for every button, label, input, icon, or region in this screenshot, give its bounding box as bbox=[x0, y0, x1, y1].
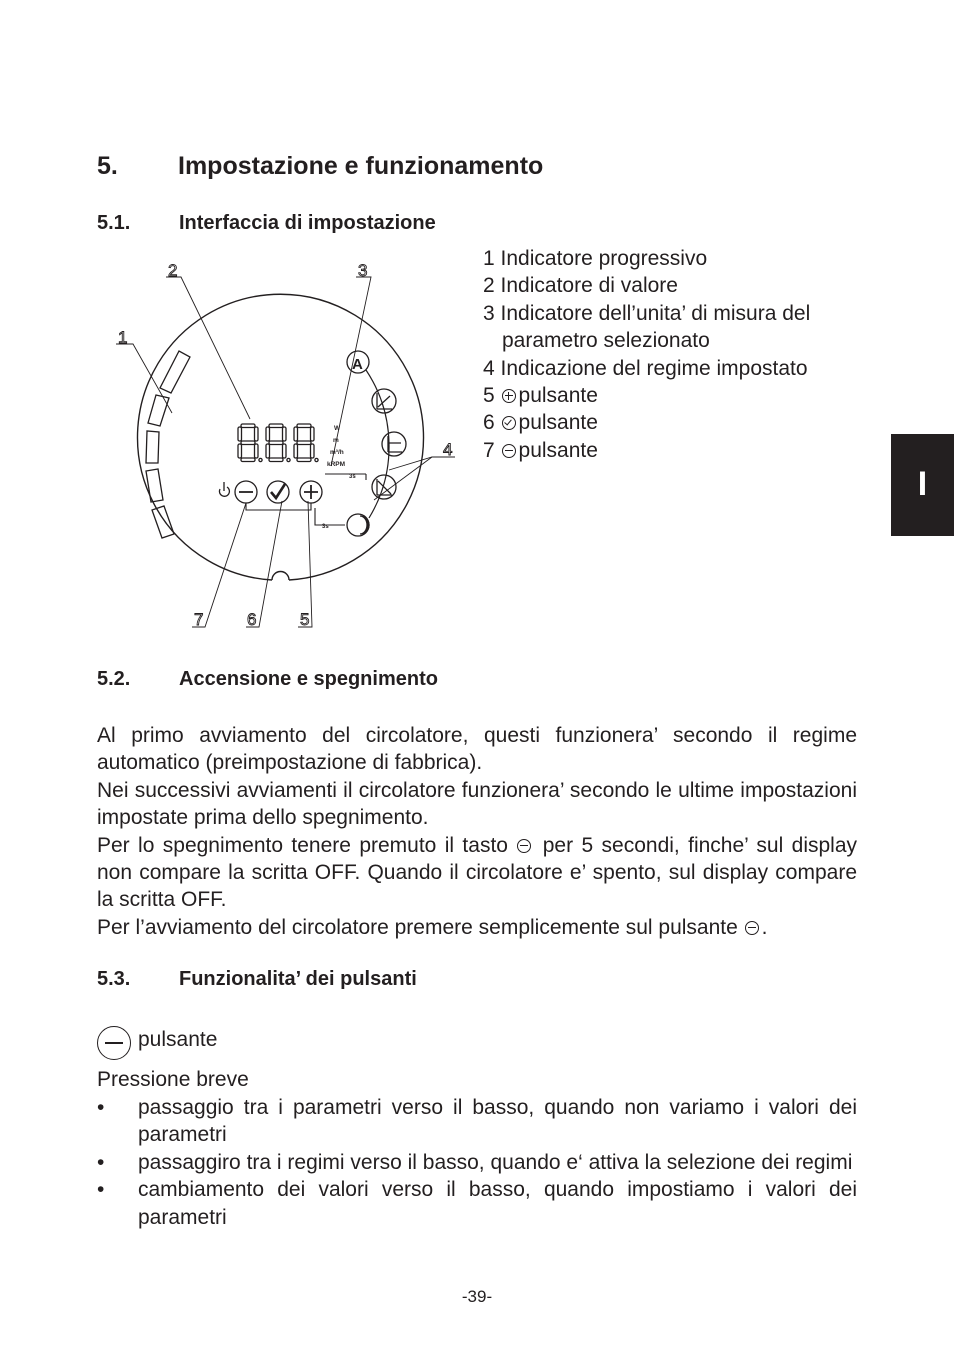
section-title: Impostazione e funzionamento bbox=[178, 152, 544, 180]
minus-circle-icon bbox=[97, 1026, 131, 1060]
section-number: 5. bbox=[97, 152, 118, 180]
display-segment bbox=[269, 458, 283, 462]
display-segment bbox=[238, 444, 242, 458]
subsection-number: 5.2. bbox=[97, 668, 131, 690]
short-press-list bbox=[97, 1094, 857, 1231]
display-segment bbox=[294, 427, 298, 441]
short-press-label: Pressione breve bbox=[97, 1068, 249, 1091]
progress-segment bbox=[160, 351, 190, 393]
unit-m: m bbox=[333, 437, 339, 444]
progress-segment bbox=[152, 506, 174, 538]
list-item: • passaggio tra i parametri verso il basso, quando non variamo i valori dei parametri bbox=[97, 1096, 857, 1147]
legend-item-2: 2 Indicatore di valore bbox=[483, 274, 678, 298]
display-segment bbox=[255, 444, 259, 458]
panel-outline bbox=[137, 294, 423, 580]
progress-segment bbox=[148, 395, 169, 426]
page-number: -39- bbox=[461, 1287, 493, 1306]
subsection-title: Funzionalita’ dei pulsanti bbox=[179, 968, 417, 990]
display-segment bbox=[283, 444, 287, 458]
subsection-number: 5.1. bbox=[97, 212, 131, 234]
section-heading bbox=[97, 152, 543, 181]
list-item: • cambiamento dei valori verso il basso, quando impostiamo i valori dei parametri bbox=[97, 1178, 857, 1229]
subsection-title: Accensione e spegnimento bbox=[179, 668, 438, 690]
paragraph: Nei successivi avviamenti il circolatore funzionera’ secondo le ultime impostazioni impostate prima dello spegnimento. bbox=[97, 778, 857, 830]
regime-arc bbox=[366, 370, 389, 518]
list-item: • passaggiro tra i regimi verso il basso, quando e‘ attiva la selezione dei regimi bbox=[97, 1149, 857, 1176]
legend-item-1: 1 Indicatore progressivo bbox=[483, 247, 708, 270]
display-segment bbox=[266, 444, 270, 458]
bullet: • bbox=[97, 1150, 105, 1174]
night-mode-icon bbox=[347, 514, 369, 536]
progress-segment bbox=[146, 431, 159, 463]
display-dot bbox=[259, 458, 262, 461]
display-segment bbox=[241, 458, 255, 462]
check-circle-icon bbox=[502, 416, 516, 430]
callout-4: 4 bbox=[443, 440, 453, 459]
legend-item-3-cont: parametro selezionato bbox=[502, 329, 710, 353]
callout-5: 5 bbox=[300, 610, 310, 629]
control-panel-diagram bbox=[100, 250, 480, 635]
legend-item-4: 4 Indicazione del regime impostato bbox=[483, 356, 808, 380]
display-dot bbox=[315, 458, 318, 461]
constant-pressure-icon bbox=[382, 432, 406, 456]
minus-button[interactable] bbox=[235, 481, 257, 503]
bullet: • bbox=[97, 1178, 105, 1202]
display-segment bbox=[241, 441, 255, 445]
display-segment bbox=[269, 424, 283, 428]
callout-2: 2 bbox=[168, 261, 178, 280]
legend-item-5: 5 pulsante bbox=[483, 384, 598, 408]
check-button[interactable] bbox=[267, 481, 289, 503]
display-segment bbox=[297, 441, 311, 445]
display-segment bbox=[294, 444, 298, 458]
callout-3: 3 bbox=[358, 261, 368, 280]
language-tab-label: I bbox=[917, 465, 928, 503]
minus-circle-icon bbox=[502, 444, 516, 458]
plus-circle-icon bbox=[502, 389, 516, 403]
timer-label: 3s bbox=[349, 474, 356, 480]
paragraph: Per l’avviamento del circolatore premere semplicemente sul pulsante . bbox=[97, 915, 768, 939]
power-instructions bbox=[97, 722, 857, 941]
display-segment bbox=[283, 427, 287, 441]
bullet: • bbox=[97, 1096, 105, 1119]
panel-notch bbox=[272, 572, 289, 580]
display-segment bbox=[311, 427, 315, 441]
auto-mode-icon bbox=[347, 351, 369, 373]
display-segment bbox=[266, 427, 270, 441]
display-segment bbox=[311, 444, 315, 458]
progress-segment bbox=[146, 469, 163, 502]
display-segment bbox=[269, 441, 283, 445]
unit-w: W bbox=[334, 425, 341, 432]
unit-krpm: kRPM bbox=[327, 461, 346, 468]
display-segment bbox=[255, 427, 259, 441]
timer-label: 3s bbox=[322, 524, 329, 530]
display-segment bbox=[238, 427, 242, 441]
minus-circle-icon bbox=[517, 839, 531, 853]
subsection-heading-power bbox=[97, 668, 438, 691]
minus-circle-icon bbox=[745, 921, 759, 935]
subsection-heading-interface bbox=[97, 212, 436, 235]
display-segment bbox=[297, 458, 311, 462]
paragraph: Al primo avviamento del circolatore, questi funzionera’ secondo il regime automatico (preimpostazione di fabbrica). bbox=[97, 724, 857, 775]
language-tab bbox=[891, 434, 954, 536]
subsection-heading-buttons bbox=[97, 968, 417, 991]
legend-item-3: 3 Indicatore dell’unita’ di misura del bbox=[483, 301, 811, 325]
display-segment bbox=[297, 424, 311, 428]
subsection-number: 5.3. bbox=[97, 968, 131, 990]
button-label: pulsante bbox=[138, 1028, 218, 1051]
seven-segment-display bbox=[238, 424, 318, 462]
power-icon bbox=[219, 482, 229, 496]
paragraph: Per lo spegnimento tenere premuto il tasto per 5 secondi, finche’ sul display non compare la scritta OFF. Quando il circolatore e’ spento, sul display compare la scritta OFF. bbox=[97, 833, 858, 912]
callout-7: 7 bbox=[194, 610, 204, 629]
legend-item-6: 6 pulsante bbox=[483, 411, 598, 435]
subsection-title: Interfaccia di impostazione bbox=[179, 212, 436, 234]
callout-1: 1 bbox=[118, 328, 128, 347]
unit-m3h: m³/h bbox=[330, 449, 344, 456]
constant-curve-icon bbox=[372, 475, 396, 499]
legend-item-7: 7 pulsante bbox=[483, 438, 598, 462]
callout-6: 6 bbox=[247, 610, 257, 629]
display-dot bbox=[287, 458, 290, 461]
diagram-legend bbox=[483, 245, 883, 464]
auto-mode-label: A bbox=[352, 356, 363, 373]
plus-button[interactable] bbox=[300, 481, 322, 503]
display-segment bbox=[241, 424, 255, 428]
